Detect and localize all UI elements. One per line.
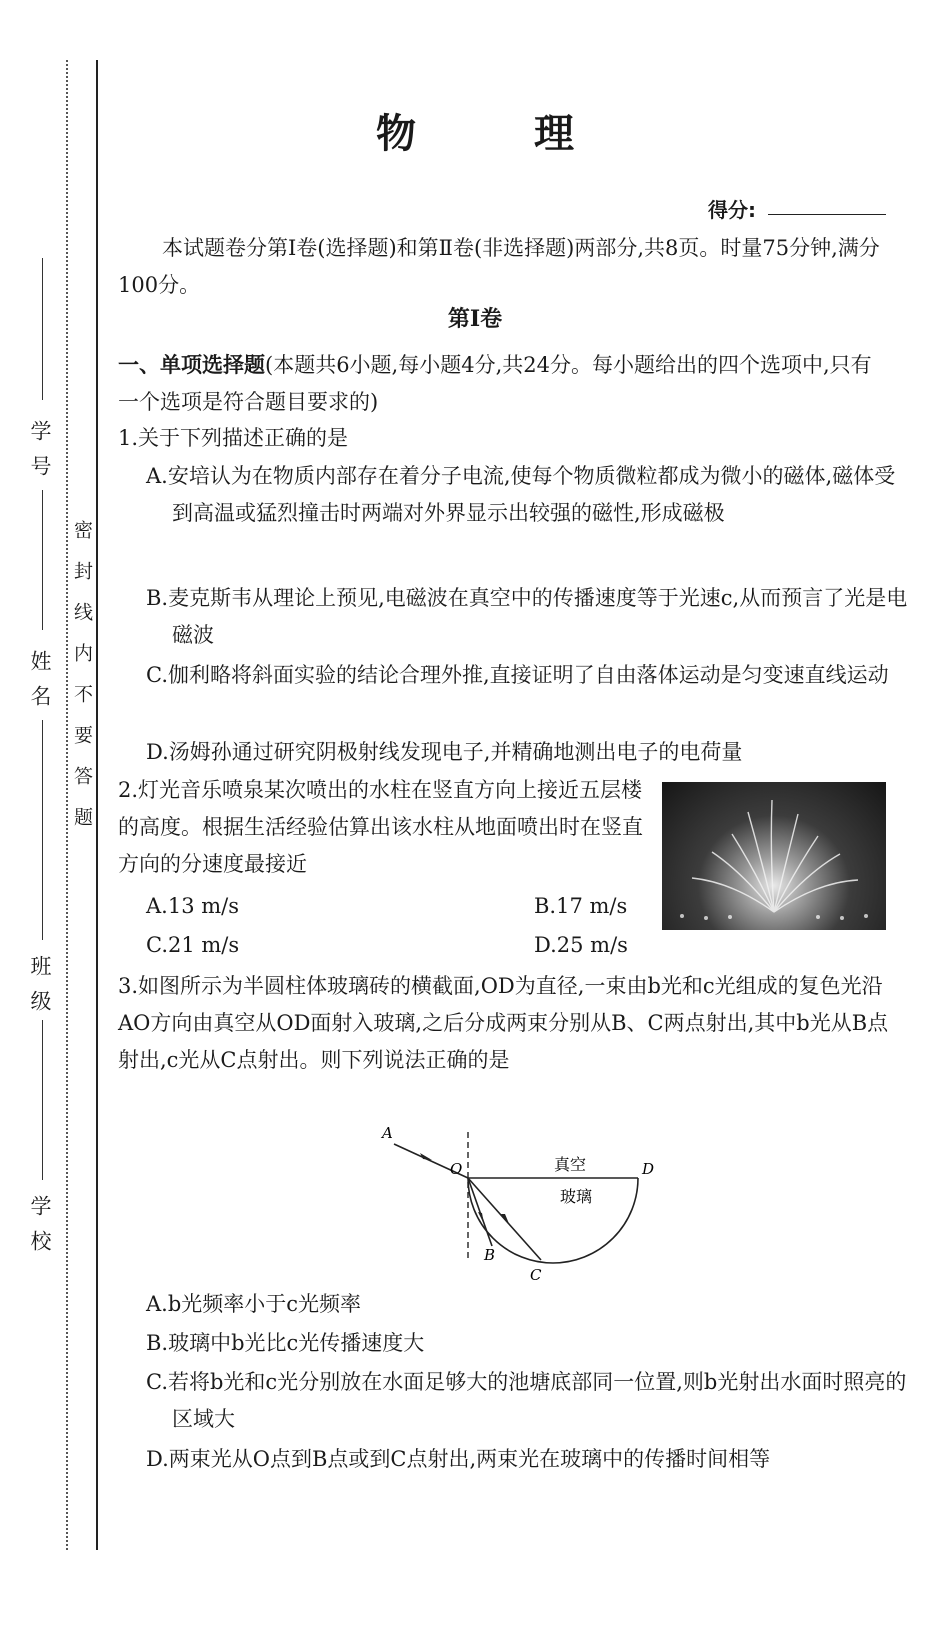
question-1-option-b: B.麦克斯韦从理论上预见,电磁波在真空中的传播速度等于光速c,从而预言了光是电磁波 — [146, 586, 908, 647]
section-heading — [118, 346, 890, 421]
score-blank — [768, 214, 886, 215]
fountain-photo — [662, 782, 886, 930]
seal-line-warning: 密封线内不要答题 — [71, 520, 93, 848]
ray-b — [468, 1178, 492, 1246]
margin-underline — [42, 1020, 43, 1180]
section-title: 一、单项选择题 — [118, 352, 265, 377]
label-glass: 玻璃 — [560, 1187, 593, 1206]
score-label: 得分: — [708, 198, 756, 222]
question-2-option-c: C.21 m/s — [146, 933, 240, 957]
question-1-option-d: D.汤姆孙通过研究阴极射线发现电子,并精确地测出电子的电荷量 — [146, 740, 743, 764]
question-1-option-c: C.伽利略将斜面实验的结论合理外推,直接证明了自由落体运动是匀变速直线运动 — [146, 663, 889, 687]
question-1-stem: 1.关于下列描述正确的是 — [118, 426, 349, 450]
binding-solid-line — [96, 60, 98, 1550]
binding-dotted-line — [66, 60, 68, 1550]
question-3-option-c: C.若将b光和c光分别放在水面足够大的池塘底部同一位置,则b光射出水面时照亮的区域大 — [146, 1370, 907, 1431]
margin-label-name: 姓名 — [28, 650, 52, 720]
label-a: A — [382, 1124, 393, 1142]
question-3-option-a: A.b光频率小于c光频率 — [146, 1292, 362, 1316]
question-3-option-b: B.玻璃中b光比c光传播速度大 — [146, 1331, 425, 1355]
section-note: (本题共6小题,每小题4分,共24分。每小题给出的四个选项中,只有一个选项是符合题目要求的) — [118, 353, 872, 414]
margin-underline — [42, 720, 43, 940]
question-2-option-b: B.17 m/s — [534, 894, 628, 918]
fountain-illustration — [662, 782, 886, 930]
margin-underline — [42, 490, 43, 630]
margin-label-school: 学校 — [28, 1195, 52, 1265]
margin-label-class: 班级 — [28, 955, 52, 1025]
label-vacuum: 真空 — [554, 1155, 587, 1174]
label-d: D — [642, 1160, 655, 1178]
label-b: B — [484, 1246, 496, 1264]
exam-intro: 本试题卷分第Ⅰ卷(选择题)和第Ⅱ卷(非选择题)两部分,共8页。时量75分钟,满分100分。 — [118, 236, 880, 297]
question-2-option-d: D.25 m/s — [534, 933, 628, 957]
margin-label-student-id: 学号 — [28, 420, 52, 490]
question-2-option-a: A.13 m/s — [146, 894, 240, 918]
incident-arrow — [420, 1153, 432, 1160]
page-title: 物 理 — [376, 110, 626, 157]
question-3-option-d: D.两束光从O点到B点或到C点射出,两束光在玻璃中的传播时间相等 — [146, 1447, 771, 1471]
label-o: O — [450, 1160, 463, 1178]
question-2-stem: 2.灯光音乐喷泉某次喷出的水柱在竖直方向上接近五层楼的高度。根据生活经验估算出该水柱从地面喷出时在竖直方向的分速度最接近 — [118, 778, 643, 876]
part-title: 第Ⅰ卷 — [447, 306, 503, 332]
label-c: C — [530, 1266, 542, 1284]
question-1-option-a: A.安培认为在物质内部存在着分子电流,使每个物质微粒都成为微小的磁体,磁体受到高温或猛烈撞击时两端对外界显示出较强的磁性,形成磁极 — [146, 464, 896, 525]
question-3-stem: 3.如图所示为半圆柱体玻璃砖的横截面,OD为直径,一束由b光和c光组成的复色光沿AO方向由真空从OD面射入玻璃,之后分成两束分别从B、C两点射出,其中b光从B点射出,c光从C点射出。则下列说法正确的是 — [118, 974, 889, 1072]
semicircle-glass-diagram — [370, 1120, 690, 1290]
